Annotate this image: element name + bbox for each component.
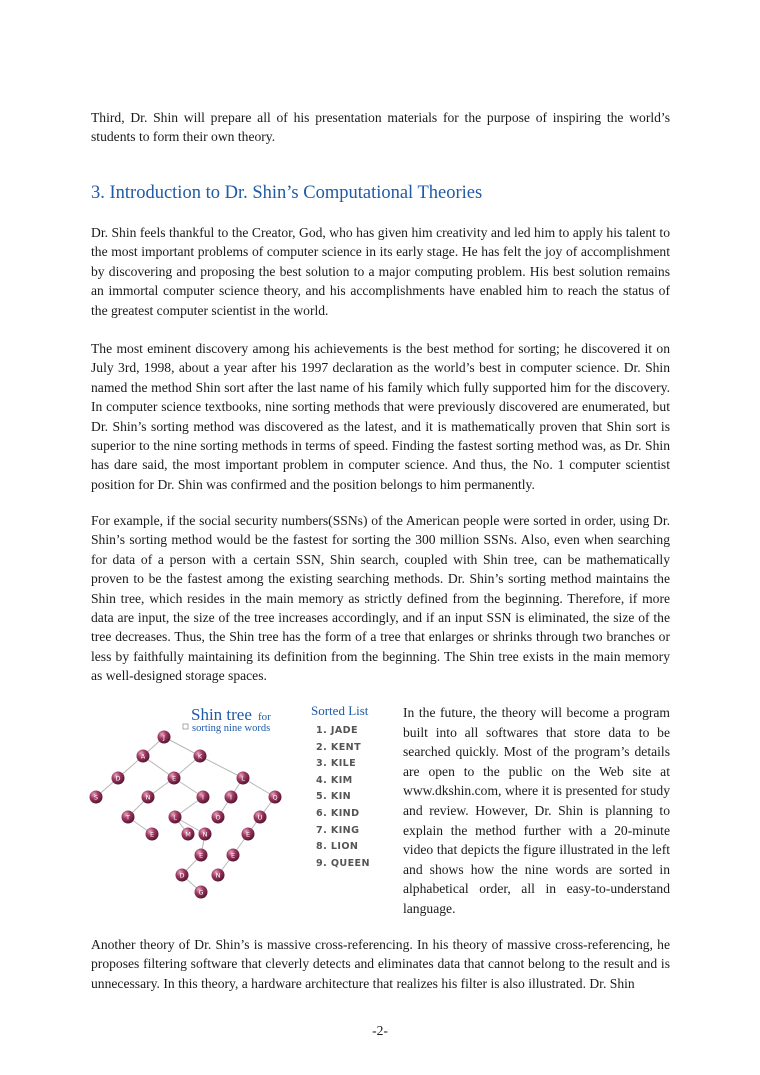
tree-title: Shin tree xyxy=(191,705,252,724)
tree-node xyxy=(237,772,250,785)
tree-node xyxy=(169,811,182,824)
sorted-item: 9. QUEEN xyxy=(316,857,370,869)
tree-node-letter: J xyxy=(163,733,165,742)
tree-node xyxy=(199,828,212,841)
tree-node-letter: S xyxy=(93,793,99,802)
tree-title-for: for xyxy=(258,711,271,723)
tree-node-letter: T xyxy=(126,813,130,822)
tree-node xyxy=(182,828,195,841)
tree-node xyxy=(112,772,125,785)
tree-node xyxy=(194,750,207,763)
section-heading: 3. Introduction to Dr. Shin’s Computational Theories xyxy=(91,183,483,203)
sorted-item: 2. KENT xyxy=(316,741,362,753)
tree-node xyxy=(227,849,240,862)
tree-node-letter: Q xyxy=(272,793,278,802)
tree-marker-icon xyxy=(183,724,188,729)
tree-node-letter: O xyxy=(215,813,221,822)
tree-node xyxy=(212,869,225,882)
sorted-item: 8. LION xyxy=(316,841,359,853)
tree-node-letter: L xyxy=(173,813,177,822)
tree-node xyxy=(254,811,267,824)
tree-node xyxy=(168,772,181,785)
paragraph-ssn-example: For example, if the social security numbers(SSNs) of the American people were sorted in order, using Dr. Shin’s sorting method would be the fastest for sorting the 300 million SSNs. Also, even when searching for data of a person with a certain SSN, Shin search, coupled with Shin tree, can be mathematically proven to be the fastest among the existing searching methods. Dr. Shin’s sorting method maintains the Shin tree, which resides in the main memory as strictly defined from the beginning. Therefore, if more data are input, the size of the tree increases accordingly, and if an input SSN is eliminated, the size of the tree decreases. Thus, the Shin tree has the form of a tree that enlarges or shrinks through two branches or less by faithfully maintaining its definition from the beginning. The Shin tree exists in the main memory as well-designed storage spaces. xyxy=(91,513,670,684)
tree-node xyxy=(176,869,189,882)
tree-node-letter: G xyxy=(198,888,204,897)
paragraph-cross-referencing: Another theory of Dr. Shin’s is massive cross-referencing. In his theory of massive cross-referencing, he proposes filtering software that cleverly detects and eliminates data that cannot belong to the result and is unnecessary. In this theory, a hardware architecture that realizes his filter is also illustrated. Dr. Shin xyxy=(91,937,670,991)
tree-node-letter: D xyxy=(115,774,121,783)
tree-node-letter: N xyxy=(145,793,151,802)
page-number: -2- xyxy=(372,1023,388,1038)
paragraph-intro-materials: Third, Dr. Shin will prepare all of his presentation materials for the purpose of inspiring the world’s students to form their own theory. xyxy=(91,110,670,145)
tree-node xyxy=(90,791,103,804)
sorted-item: 3. KILE xyxy=(316,758,357,770)
tree-node xyxy=(212,811,225,824)
tree-node-letter: E xyxy=(149,830,155,839)
tree-node-letter: M xyxy=(185,830,191,839)
sorted-list xyxy=(311,703,370,874)
tree-node-letter: E xyxy=(245,830,251,839)
tree-node-letter: A xyxy=(140,752,146,761)
tree-node-letter: N xyxy=(215,871,221,880)
tree-node xyxy=(142,791,155,804)
tree-node xyxy=(137,750,150,763)
tree-node-letter: L xyxy=(241,774,245,783)
paragraph-creator: Dr. Shin feels thankful to the Creator, God, who has given him creativity and led him to apply his talent to the most important problems of computer science in its early stage. He has felt the joy of accomplishment by discovering and proposing the best solution to a major computing problem. His best solution remains an immortal computer science theory, and his accomplishments have enabled him to reach the status of the greatest computer scientist in the world. xyxy=(91,225,670,318)
sorted-item: 6. KIND xyxy=(316,807,360,819)
tree-node xyxy=(195,849,208,862)
sorted-list-title: Sorted List xyxy=(311,703,369,718)
tree-node-letter: U xyxy=(257,813,263,822)
tree-node xyxy=(195,886,208,899)
tree-node-letter: K xyxy=(197,752,203,761)
tree-node xyxy=(197,791,210,804)
tree-node xyxy=(146,828,159,841)
sorted-item: 5. KIN xyxy=(316,791,352,803)
tree-node-letter: E xyxy=(171,774,177,783)
tree-node xyxy=(122,811,135,824)
tree-node-letter: D xyxy=(179,871,185,880)
tree-node-letter: I xyxy=(230,793,232,802)
tree-subtitle: sorting nine words xyxy=(192,723,271,734)
tree-node xyxy=(269,791,282,804)
paragraph-future-program: In the future, the theory will become a program built into all softwares that store data to be searched quickly. Most of the program’s details are open to the public on the Web site at www.dkshin.com, where it is presented for study and review. However, Dr. Shin is planning to explain the method further with a 20-minute video that depicts the figure illustrated in the left and shows how the nine words are sorted in alphabetical order, all in easy-to-understand language. xyxy=(403,705,670,916)
paragraph-shin-sort: The most eminent discovery among his achievements is the best method for sorting; he discovered it on July 3rd, 1998, about a year after his 1997 declaration as the world’s best in computer science. Dr. Shin named the method Shin sort after the last name of his family which fully supported him for the discovery. In computer science textbooks, nine sorting methods that were previously discovered are enumerated, but Dr. Shin’s sorting method was discovered as the latest, and it is mathematically proven that Shin sort is superior to the nine sorting methods in terms of speed. Finding the fastest sorting method was, as Dr. Shin has dare said, the most important problem in computer science. And thus, the No. 1 computer scientist position for Dr. Shin was confirmed and the position belongs to him permanently. xyxy=(91,341,670,492)
tree-node xyxy=(242,828,255,841)
sorted-item: 1. JADE xyxy=(316,725,358,736)
tree-edge xyxy=(200,756,243,778)
tree-node-letter: I xyxy=(202,793,204,802)
sorted-item: 7. KING xyxy=(316,824,360,836)
tree-node-letter: E xyxy=(198,851,204,860)
tree-node-letter: N xyxy=(202,830,208,839)
tree-node xyxy=(225,791,238,804)
tree-node-letter: E xyxy=(230,851,236,860)
tree-node xyxy=(158,731,171,744)
sorted-item: 4. KIM xyxy=(316,774,353,786)
